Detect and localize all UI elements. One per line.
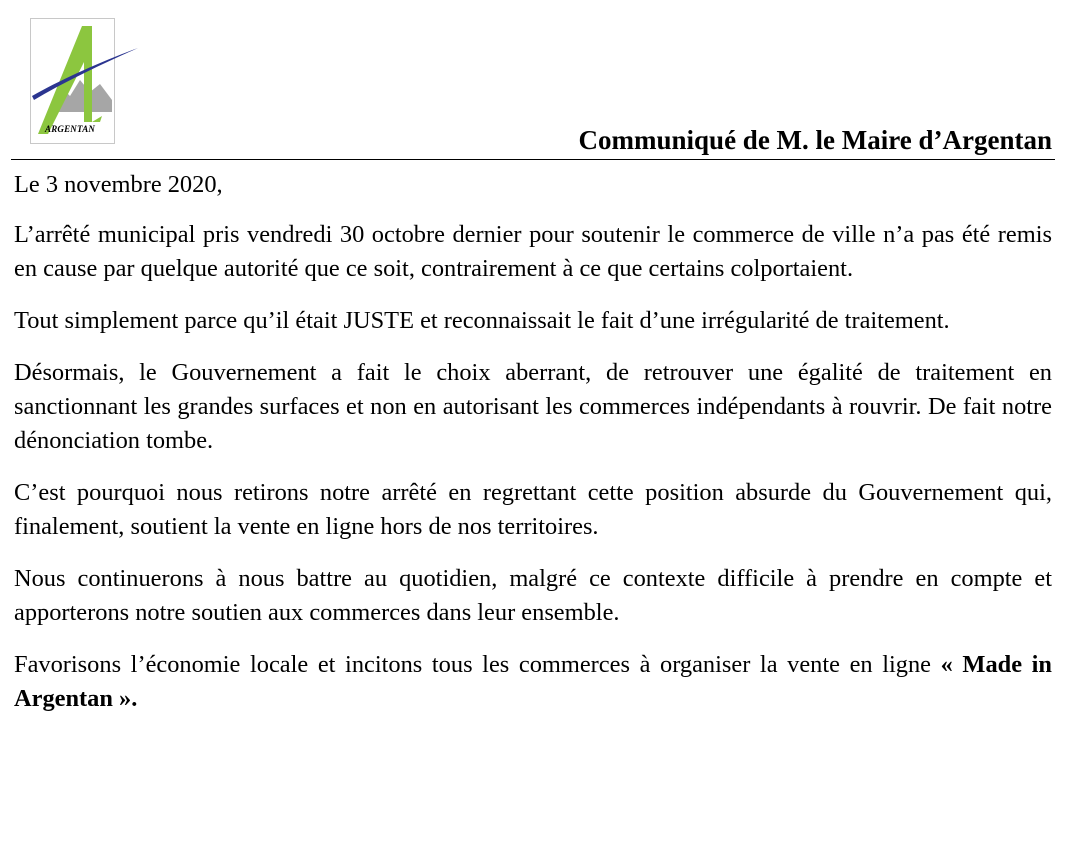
logo-caption: ARGENTAN [45, 124, 96, 134]
closing-period: . [131, 685, 138, 712]
paragraph-5: Nous continuerons à nous battre au quotidien, malgré ce contexte difficile à prendre en compte et apporterons notre soutien aux commerces dans leur ensemble. [14, 565, 1052, 626]
closing-text: Favorisons l’économie locale et incitons tous les commerces à organiser la vente en ligne [14, 651, 941, 678]
page-title: Communiqué de M. le Maire d’Argentan [578, 125, 1052, 155]
document-body [14, 168, 1052, 734]
paragraph-2: Tout simplement parce qu’il était JUSTE et reconnaissait le fait d’une irrégularité de traitement. [14, 307, 950, 334]
header-divider [11, 159, 1055, 160]
made-in-argentan-emphasis: « Made in Argentan » [14, 651, 1052, 712]
logo-letter-a-foot [92, 116, 102, 122]
paragraph-1: L’arrêté municipal pris vendredi 30 octobre dernier pour soutenir le commerce de ville n’a pas été remis en cause par quelque autorité que ce soit, contrairement à ce que certains colportaient. [14, 221, 1052, 282]
closing-paragraph [14, 648, 1052, 716]
paragraph-3: Désormais, le Gouvernement a fait le choix aberrant, de retrouver une égalité de traitement en sanctionnant les grandes surfaces et non en autorisant les commerces indépendants à rouvrir. De fait notre dénonciation tombe. [14, 359, 1052, 454]
document-date: Le 3 novembre 2020, [14, 171, 223, 198]
paragraph-4: C’est pourquoi nous retirons notre arrêté en regrettant cette position absurde du Gouvernement qui, finalement, soutient la vente en ligne hors de nos territoires. [14, 479, 1052, 540]
